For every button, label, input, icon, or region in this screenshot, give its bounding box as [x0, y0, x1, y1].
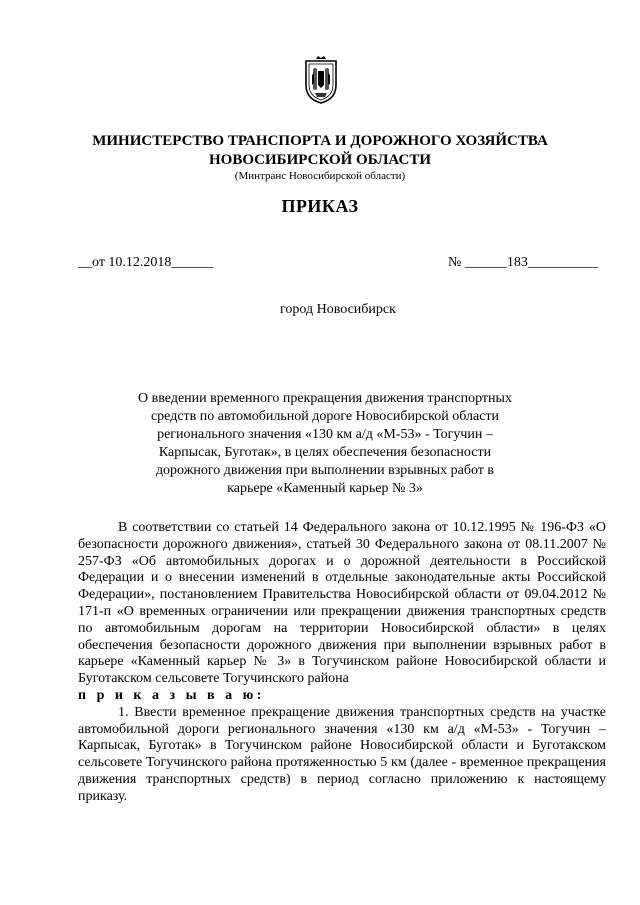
- document-type-title: ПРИКАЗ: [281, 196, 359, 216]
- order-subject: [130, 390, 520, 498]
- subject-line: О введении временного прекращения движения транспортных: [138, 391, 512, 406]
- subject-line: регионального значения «130 км а/д «М-53» - Тогучин –: [157, 427, 493, 442]
- subject-line: карьере «Каменный карьер № 3»: [227, 481, 423, 496]
- order-item-1: 1. Ввести временное прекращение движения транспортных средств на участке автомобильной дороги регионального значения «130 км а/д «М-53» - Тогучин – Карпысак, Буготак» в Тогучинском районе Новосибирской области и Буготакском сельсовете Тогучинского района протяженностью 5 км (далее - временное прекращения движения транспортных средств) в период согласно приложению к настоящему приказу.: [78, 704, 606, 804]
- ministry-short-name: (Минтранс Новосибирской области): [234, 170, 406, 182]
- subject-line: дорожного движения при выполнении взрывных работ в: [155, 463, 495, 478]
- ministry-name-line2: НОВОСИБИРСКОЙ ОБЛАСТИ: [208, 152, 432, 168]
- city-name: город Новосибирск: [280, 302, 396, 317]
- ministry-name-line1: МИНИСТЕРСТВО ТРАНСПОРТА И ДОРОЖНОГО ХОЗЯЙСТВА: [92, 133, 548, 149]
- order-date: __от 10.12.2018______: [78, 255, 214, 270]
- preamble-paragraph: В соответствии со статьей 14 Федерального закона от 10.12.1995 № 196-ФЗ «О безопасности дорожного движения», статьей 30 Федерального закона от 08.11.2007 № 257-ФЗ «Об автомобильных дорогах и о дорожной деятельности в Российской Федерации и о внесении изменений в отдельные законодательные акты Российской Федерации», постановлением Правительства Новосибирской области от 09.04.2012 № 171-п «О временных ограничении или прекращении движения транспортных средств по автомобильным дорогам на территории Новосибирской области» в целях обеспечения безопасности дорожного движения при выполнении взрывных работ в карьере «Каменный карьер № 3» в Тогучинском районе Новосибирской области и Буготакском сельсовете Тогучинского района: [78, 520, 606, 687]
- coat-of-arms-icon: [303, 55, 339, 105]
- subject-line: средств по автомобильной дороге Новосибирской области: [150, 409, 500, 424]
- order-body: [78, 520, 606, 806]
- prikazyvayu-heading: п р и к а з ы в а ю:: [78, 687, 265, 703]
- order-number: № ______183__________: [448, 255, 598, 270]
- ministry-name: [0, 132, 640, 170]
- subject-line: Карпысак, Буготак», в целях обеспечения безопасности: [158, 445, 492, 460]
